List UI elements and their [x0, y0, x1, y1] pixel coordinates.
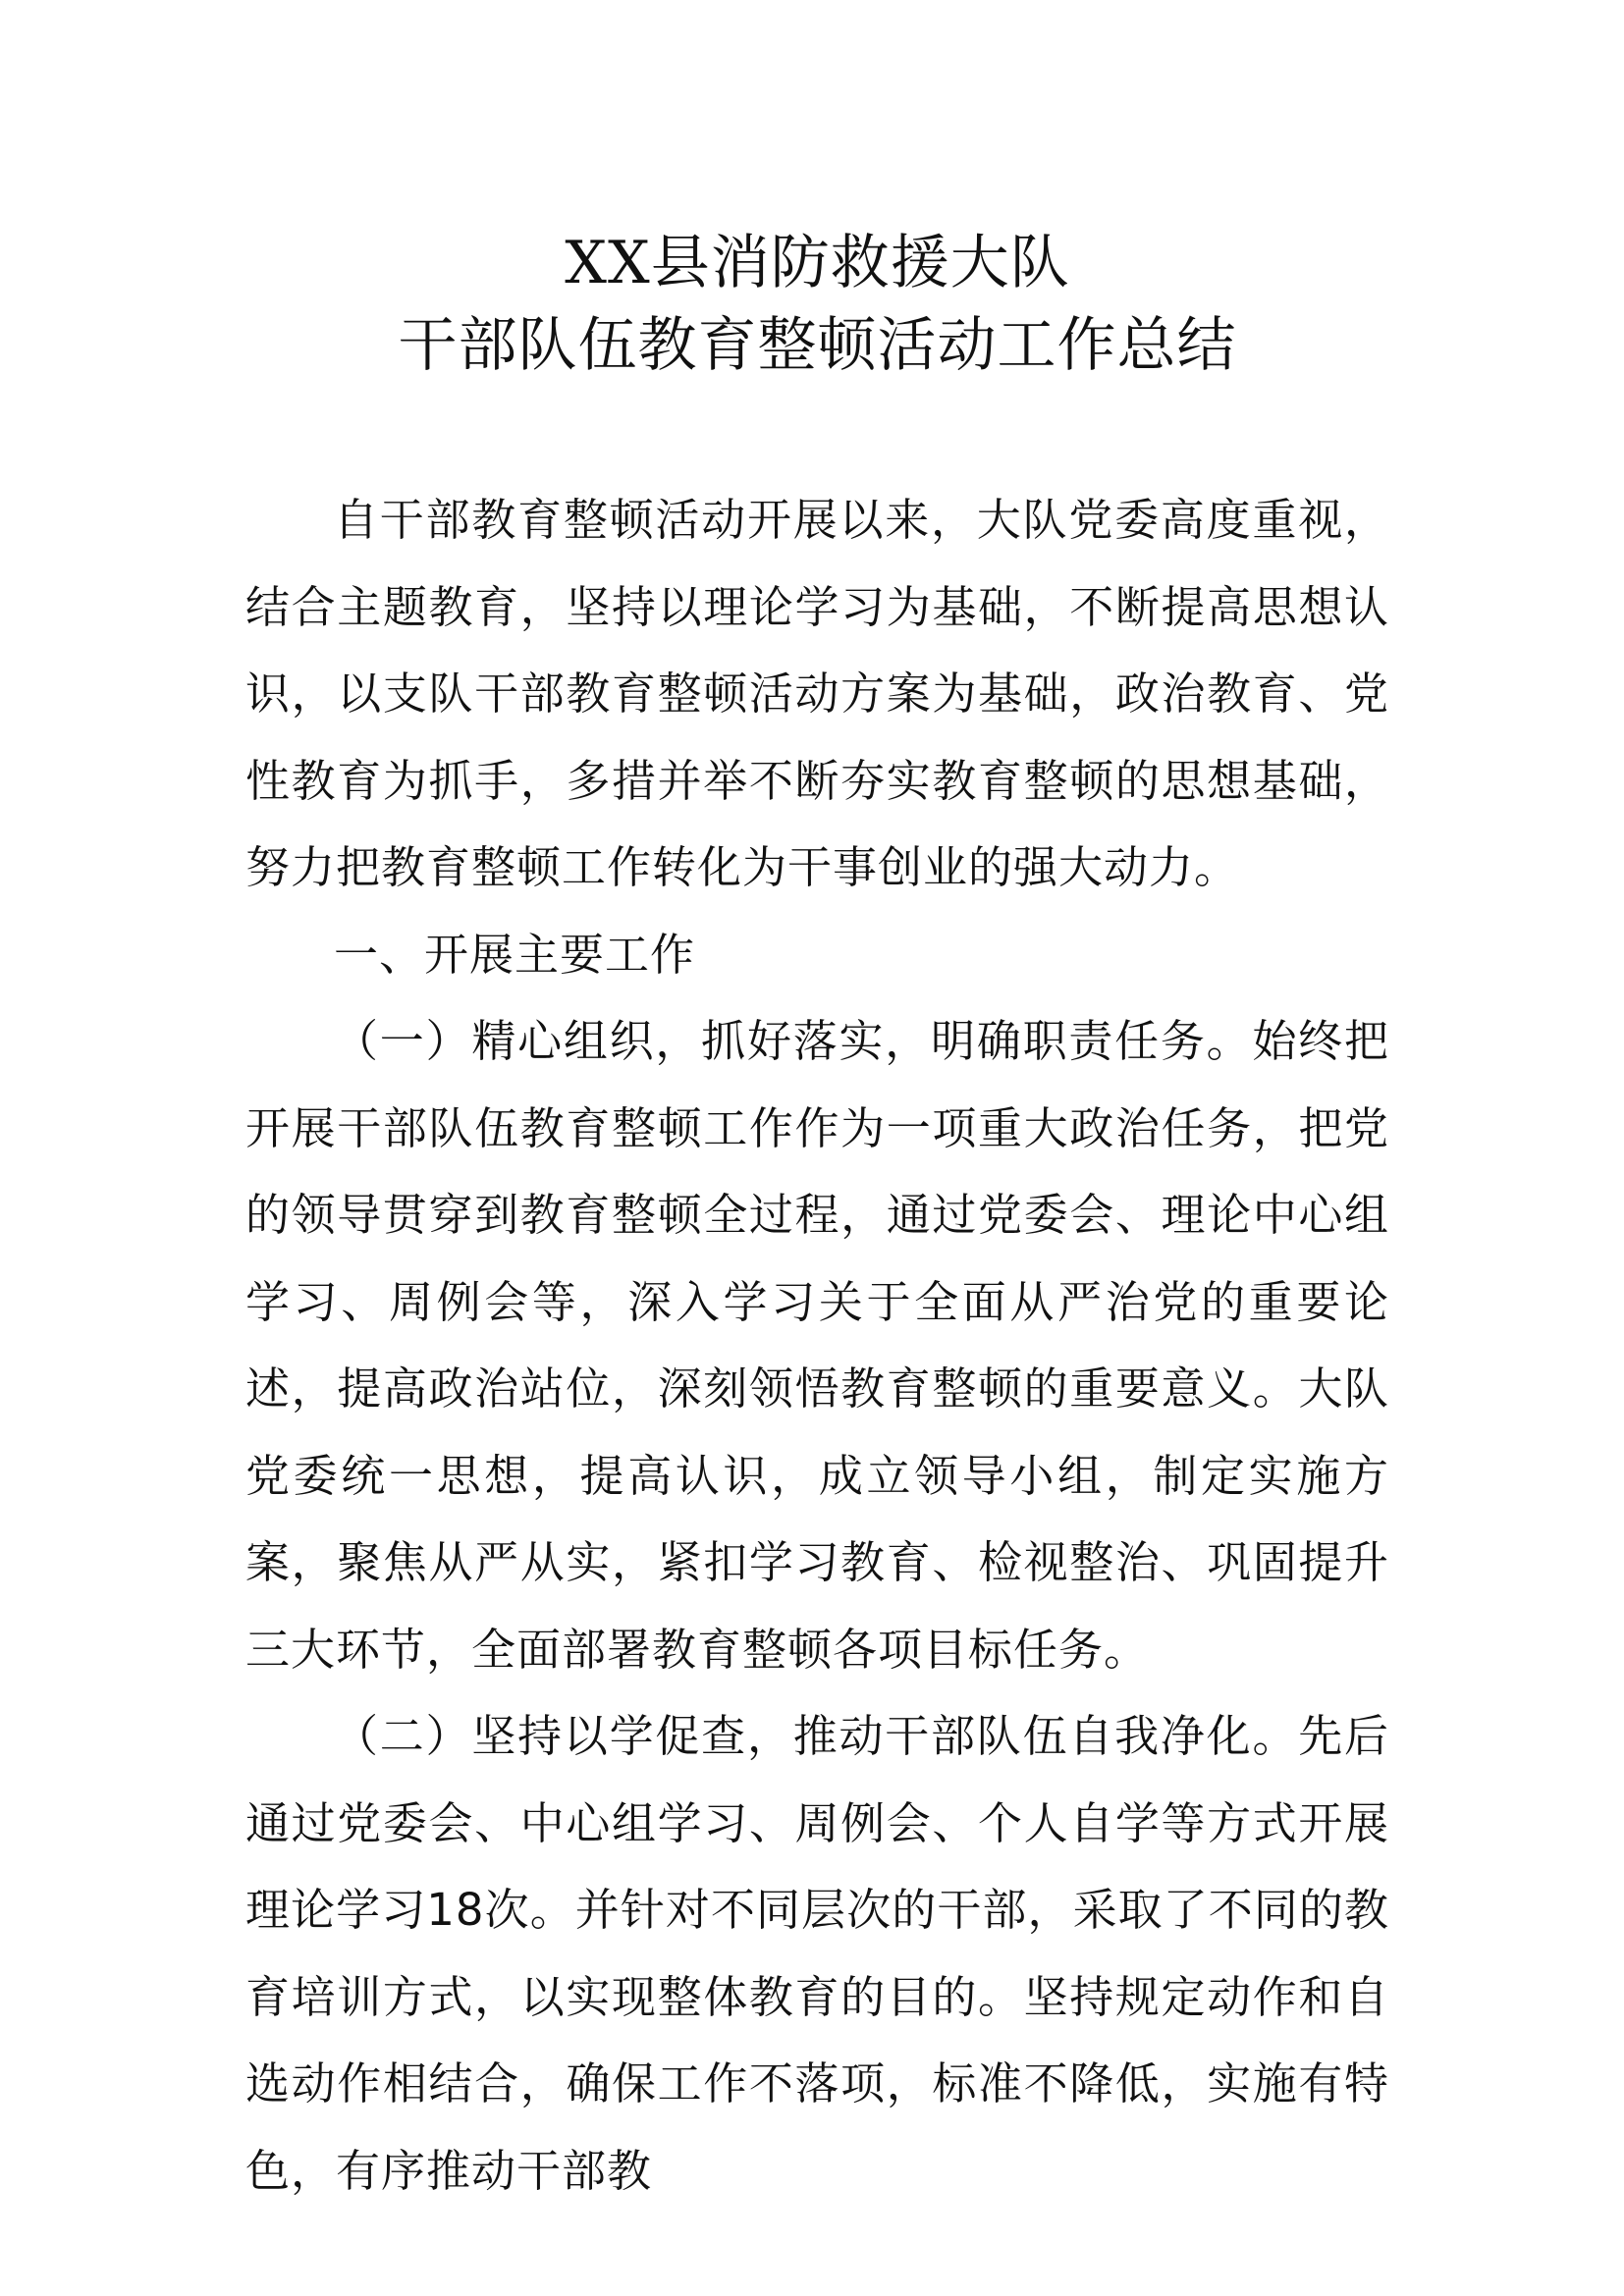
- paragraph-intro: 自干部教育整顿活动开展以来，大队党委高度重视，结合主题教育，坚持以理论学习为基础，不断提高思想认识，以支队干部教育整顿活动方案为基础，政治教育、党性教育为抓手，多措并举不断夯实教育整顿的思想基础，努力把教育整顿工作转化为干事创业的强大动力。: [245, 494, 1389, 893]
- paragraph-section-2: （二）坚持以学促查，推动干部队伍自我净化。先后通过党委会、中心组学习、周例会、个人自学等方式开展理论学习18次。并针对不同层次的干部，采取了不同的教育培训方式，以实现整体教育的目的。坚持规定动作和自选动作相结合，确保工作不落项，标准不降低，实施有特色，有序推动干部教: [245, 1710, 1389, 2197]
- document-body: [245, 477, 1389, 2215]
- paragraph-section-1: （一）精心组织，抓好落实，明确职责任务。始终把开展干部队伍教育整顿工作作为一项重大政治任务，把党的领导贯穿到教育整顿全过程，通过党委会、理论中心组学习、周例会等，深入学习关于全面从严治党的重要论述，提高政治站位，深刻领悟教育整顿的重要意义。大队党委统一思想，提高认识，成立领导小组，制定实施方案，聚焦从严从实，紧扣学习教育、检视整治、巩固提升三大环节，全面部署教育整顿各项目标任务。: [245, 1015, 1389, 1676]
- document-title-line-2: 干部队伍教育整顿活动工作总结: [398, 311, 1237, 380]
- section-heading-main-work: 一、开展主要工作: [334, 928, 696, 981]
- document-title-line-1: XX县消防救援大队: [565, 229, 1070, 297]
